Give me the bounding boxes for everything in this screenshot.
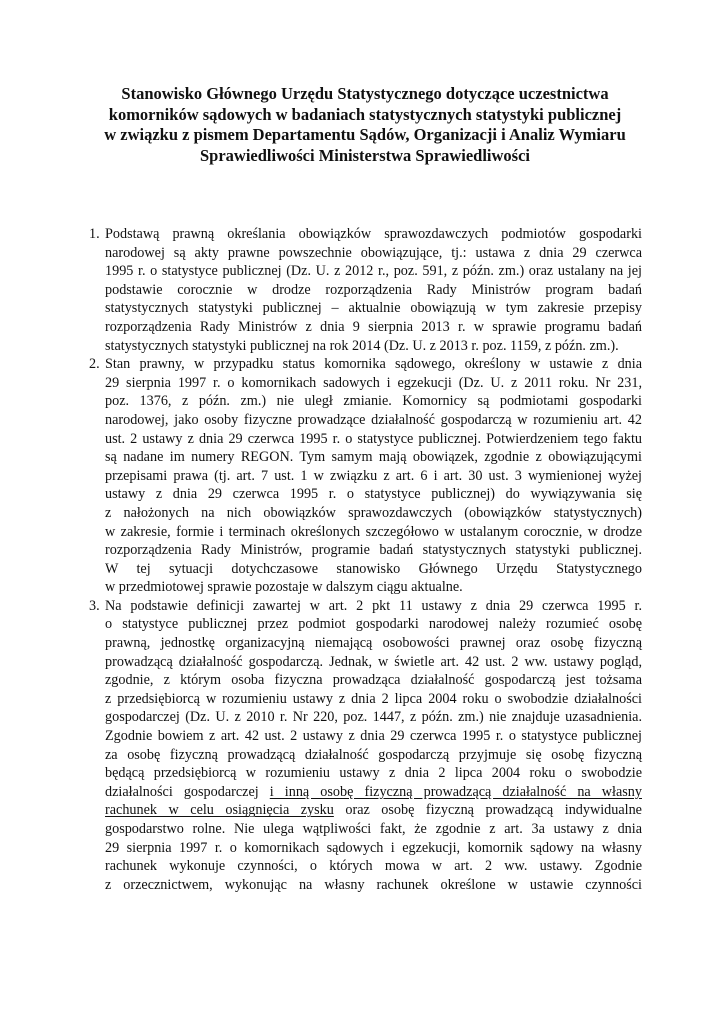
text-line-underlined bbox=[105, 783, 642, 802]
list-item-1 bbox=[0, 225, 642, 355]
text-line: statystycznych statystyki publicznej na rok 2014 (Dz. U. z 2013 r. poz. 1159, z późn. zm.). bbox=[105, 337, 619, 354]
title-line: Stanowisko Głównego Urzędu Statystycznego dotyczące uczestnictwa bbox=[121, 84, 609, 103]
text-line: prawną, jednostkę organizacyjną niemającą osobowości prawnej oraz osobę fizyczną bbox=[105, 635, 642, 652]
item-paragraph bbox=[105, 225, 642, 355]
text-line: podstawie corocznie w drodze rozporządzenia Rady Ministrów program badań bbox=[105, 281, 642, 298]
text-line: rozporządzenia Rady Ministrów, programie badań statystycznych statystyki publicznej. bbox=[105, 542, 642, 559]
text-line: Podstawą prawną określania obowiązków sprawozdawczych podmiotów gospodarki bbox=[105, 226, 642, 242]
text-line: gospodarstwo rolne. Nie ulega wątpliwości fakt, że zgodnie z art. 3a ustawy z dnia bbox=[105, 821, 642, 837]
text-line: ustawy z dnia 29 czerwca 1995 r. o statystyce publicznej) do wywiązywania się bbox=[105, 486, 642, 503]
title-line: Sprawiedliwości Ministerstwa Sprawiedliwości bbox=[200, 145, 530, 165]
document-title bbox=[60, 84, 670, 166]
item-paragraph bbox=[105, 597, 642, 895]
plain-text: oraz osobę fizyczną prowadzącą indywidualne bbox=[333, 802, 642, 819]
text-line: za osobę fizyczną prowadzącą działalność gospodarczą przyjmuje się osobę fizyczną bbox=[105, 746, 642, 763]
text-line: w przedmiotowej sprawie pozostaje w dalszym ciągu aktualne. bbox=[105, 579, 463, 596]
title-line: w związku z pismem Departamentu Sądów, Organizacji i Analiz Wymiaru bbox=[104, 125, 626, 144]
text-line: poz. 1376, z późn. zm.) nie uległ zmianie. Komornicy są podmiotami gospodarki bbox=[105, 393, 642, 410]
text-line: z nałożonych na nich obowiązków sprawozdawczych (obowiązków statystycznych) bbox=[105, 504, 642, 521]
text-line: ust. 2 ustawy z dnia 29 czerwca 1995 r. o statystyce publicznej. Potwierdzeniem tego faktu bbox=[105, 430, 642, 447]
underlined-text: rachunek w celu osiągnięcia zysku bbox=[105, 802, 334, 819]
text-line: 1995 r. o statystyce publicznej (Dz. U. z 2012 r., poz. 591, z późn. zm.) oraz ustalany na jej bbox=[105, 263, 642, 280]
numbered-list bbox=[0, 225, 642, 894]
text-line: Zgodnie bowiem z art. 42 ust. 2 ustawy z dnia 29 czerwca 1995 r. o statystyce publicznej bbox=[105, 728, 642, 745]
list-item-2 bbox=[0, 355, 642, 597]
text-line: z przedsiębiorcą w rozumieniu ustawy z dnia 2 lipca 2004 roku o swobodzie działalności bbox=[105, 690, 642, 707]
text-line: narodowej, jako osoby fizyczne prowadzące działalność gospodarczą w rozumieniu art. 42 bbox=[105, 411, 642, 428]
list-item-3 bbox=[0, 597, 642, 895]
text-line: Na podstawie definicji zawartej w art. 2 pkt 11 ustawy z dnia 29 czerwca 1995 r. bbox=[105, 597, 642, 614]
text-line: przepisami prawa (tj. art. 7 ust. 1 w związku z art. 6 i art. 30 ust. 3 wymienionej wyżej bbox=[105, 467, 642, 484]
text-line: 29 sierpnia 1997 r. o komornikach sądowych i egzekucji, komornik sądowy na własny bbox=[105, 839, 642, 856]
text-line: gospodarczej (Dz. U. z 2010 r. Nr 220, poz. 1447, z późn. zm.) nie znajduje uzasadnienia. bbox=[105, 709, 642, 726]
item-number: 3. bbox=[89, 597, 100, 614]
text-line: 29 sierpnia 1997 r. o komornikach sadowych i egzekucji (Dz. U. z 2011 roku. Nr 231, bbox=[105, 374, 642, 391]
text-line: statystycznych statystyki publicznej – aktualnie obowiązują w tym zakresie przepisy bbox=[105, 300, 642, 317]
title-line: komorników sądowych w badaniach statystycznych statystyki publicznej bbox=[108, 104, 622, 124]
text-line: prowadzącą działalność gospodarczą. Jednak, w świetle art. 42 ust. 2 ww. ustawy pogląd, bbox=[105, 653, 642, 670]
text-line: zgodnie, z którym osoba fizyczna prowadząca działalność gospodarczą jest tożsama bbox=[105, 672, 642, 689]
item-number: 1. bbox=[89, 226, 100, 242]
text-line: będącą przedsiębiorcą w rozumieniu ustawy z dnia 2 lipca 2004 roku o swobodzie bbox=[105, 765, 642, 782]
text-line: rozporządzenia Rady Ministrów z dnia 9 sierpnia 2013 r. w sprawie programu badań bbox=[105, 318, 642, 335]
text-line: są nadane im numery REGON. Tym samym mają obowiązek, zgodnie z obowiązującymi bbox=[105, 449, 642, 466]
underlined-text: i inną osobę fizyczną prowadzącą działalność na własny bbox=[269, 783, 642, 800]
text-line: w zakresie, formie i terminach określonych szczegółowo w ustalanym corocznie, w drodze bbox=[105, 523, 642, 540]
text-line: Stan prawny, w przypadku status komornika sądowego, określony w ustawie z dnia bbox=[105, 356, 642, 373]
text-line: W tej sytuacji dotychczasowe stanowisko Głównego Urzędu Statystycznego bbox=[105, 560, 642, 577]
plain-text: działalności gospodarczej bbox=[105, 783, 270, 800]
text-line: o statystyce publicznej przez podmiot gospodarki narodowej należy rozumieć osobę bbox=[105, 616, 642, 633]
text-line: z orzecznictwem, wykonując na własny rachunek określone w ustawie czynności bbox=[105, 876, 642, 893]
text-line: narodowej są akty prawne powszechnie obowiązujące, tj.: ustawa z dnia 29 czerwca bbox=[105, 244, 642, 261]
text-line: rachunek wykonuje czynności, o których mowa w art. 2 ww. ustawy. Zgodnie bbox=[105, 858, 642, 875]
text-line-underlined bbox=[105, 801, 642, 820]
item-paragraph bbox=[105, 355, 642, 597]
item-number: 2. bbox=[89, 356, 100, 373]
